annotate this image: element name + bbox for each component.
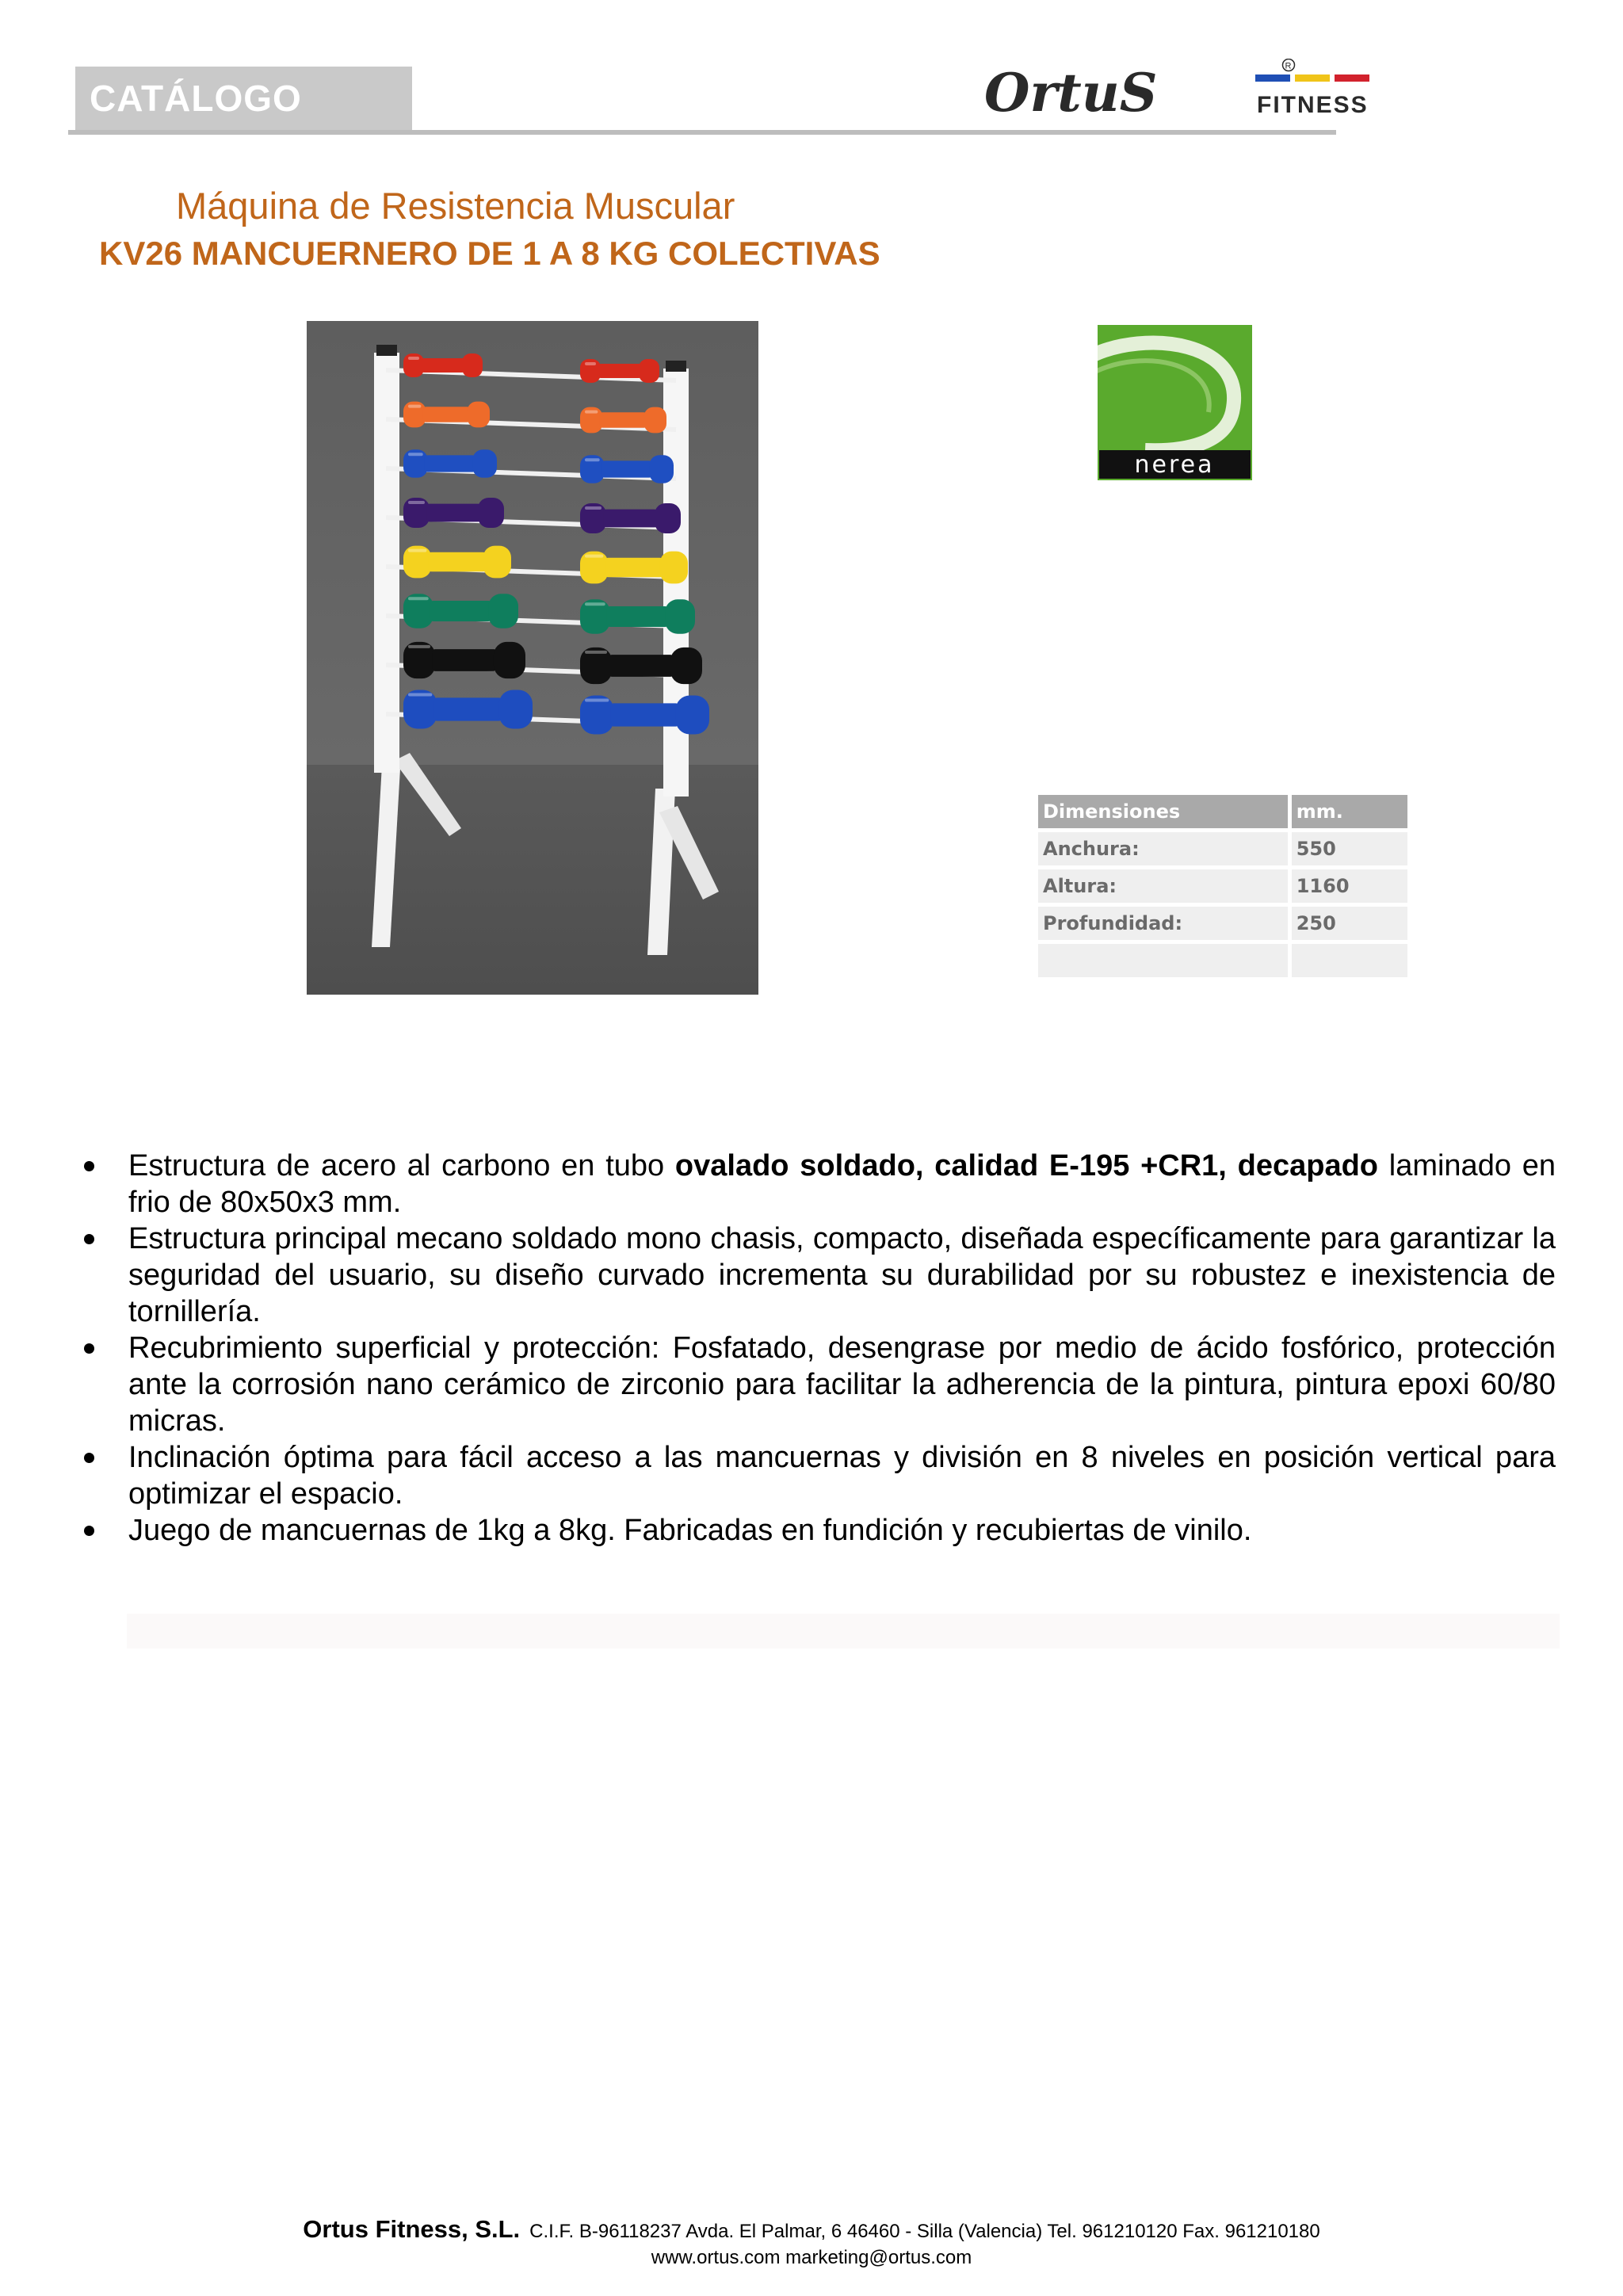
dimension-label: Altura: [1038, 869, 1288, 903]
footer-company-line [0, 2215, 1623, 2244]
dimensions-table [1034, 791, 1411, 981]
feature-text-end: laminado en frio de 80x50x3 mm. [128, 1149, 1556, 1219]
logo-fitness-text: FITNESS [1257, 92, 1369, 118]
feature-text: Estructura principal mecano soldado mono chasis, compacto, diseñada específicamente para garantizar la seguridad del usuario, su diseño curvado incrementa su durabilidad por su robustez e inexistencia de tornillería. [128, 1222, 1556, 1328]
product-photo [307, 321, 758, 995]
feature-item [78, 1512, 1556, 1549]
dimensions-header-label: Dimensiones [1038, 795, 1288, 828]
dimension-label [1038, 944, 1288, 977]
dimension-row-height [1038, 869, 1407, 903]
feature-text: Estructura de acero al carbono en tubo [128, 1149, 675, 1182]
dimension-value: 250 [1292, 907, 1407, 940]
dimensions-header-unit: mm. [1292, 795, 1407, 828]
nerea-logo-text: nerea [1134, 451, 1215, 479]
dimension-row-width [1038, 832, 1407, 865]
dimension-row-empty [1038, 944, 1407, 977]
feature-item [78, 1439, 1556, 1512]
feature-text: Recubrimiento superficial y protección: Fosfatado, desengrase por medio de ácido fosfórico, protección ante la corrosión nano cerámico de zirconio para facilitar la adherencia de la pintura, pintura epoxi 60/80 micras. [128, 1331, 1556, 1438]
feature-item [78, 1221, 1556, 1330]
feature-text: Inclinación óptima para fácil acceso a las mancuernas y división en 8 niveles en posición vertical para optimizar el espacio. [128, 1441, 1556, 1511]
nerea-logo [1098, 325, 1252, 480]
product-category: Máquina de Resistencia Muscular [176, 185, 735, 227]
faint-band [127, 1614, 1560, 1648]
dimension-value [1292, 944, 1407, 977]
dimension-value: 550 [1292, 832, 1407, 865]
catalog-banner: CATÁLOGO [75, 67, 412, 130]
page-footer [0, 2215, 1623, 2269]
footer-contact: www.ortus.com marketing@ortus.com [651, 2247, 972, 2268]
feature-text: Juego de mancuernas de 1kg a 8kg. Fabricadas en fundición y recubiertas de vinilo. [128, 1514, 1252, 1547]
header-rule [68, 130, 1336, 135]
feature-item [78, 1148, 1556, 1221]
logo-brand-text: OrtuS [984, 62, 1158, 124]
feature-list [78, 1148, 1556, 1549]
footer-company-details: C.I.F. B-96118237 Avda. El Palmar, 6 46460 - Silla (Valencia) Tel. 961210120 Fax. 961210180 [529, 2221, 1320, 2242]
logo-registered-mark: R [1285, 61, 1292, 71]
dimension-label: Anchura: [1038, 832, 1288, 865]
dimension-value: 1160 [1292, 869, 1407, 903]
dimension-row-depth [1038, 907, 1407, 940]
ortus-fitness-logo [981, 59, 1393, 127]
feature-item [78, 1330, 1556, 1439]
dimensions-header-row [1038, 795, 1407, 828]
product-title: KV26 MANCUERNERO DE 1 A 8 KG COLECTIVAS [99, 235, 880, 272]
feature-text-bold: ovalado soldado, calidad E-195 +CR1, decapado [674, 1149, 1378, 1182]
dimension-label: Profundidad: [1038, 907, 1288, 940]
footer-company-name: Ortus Fitness, S.L. [303, 2215, 521, 2243]
